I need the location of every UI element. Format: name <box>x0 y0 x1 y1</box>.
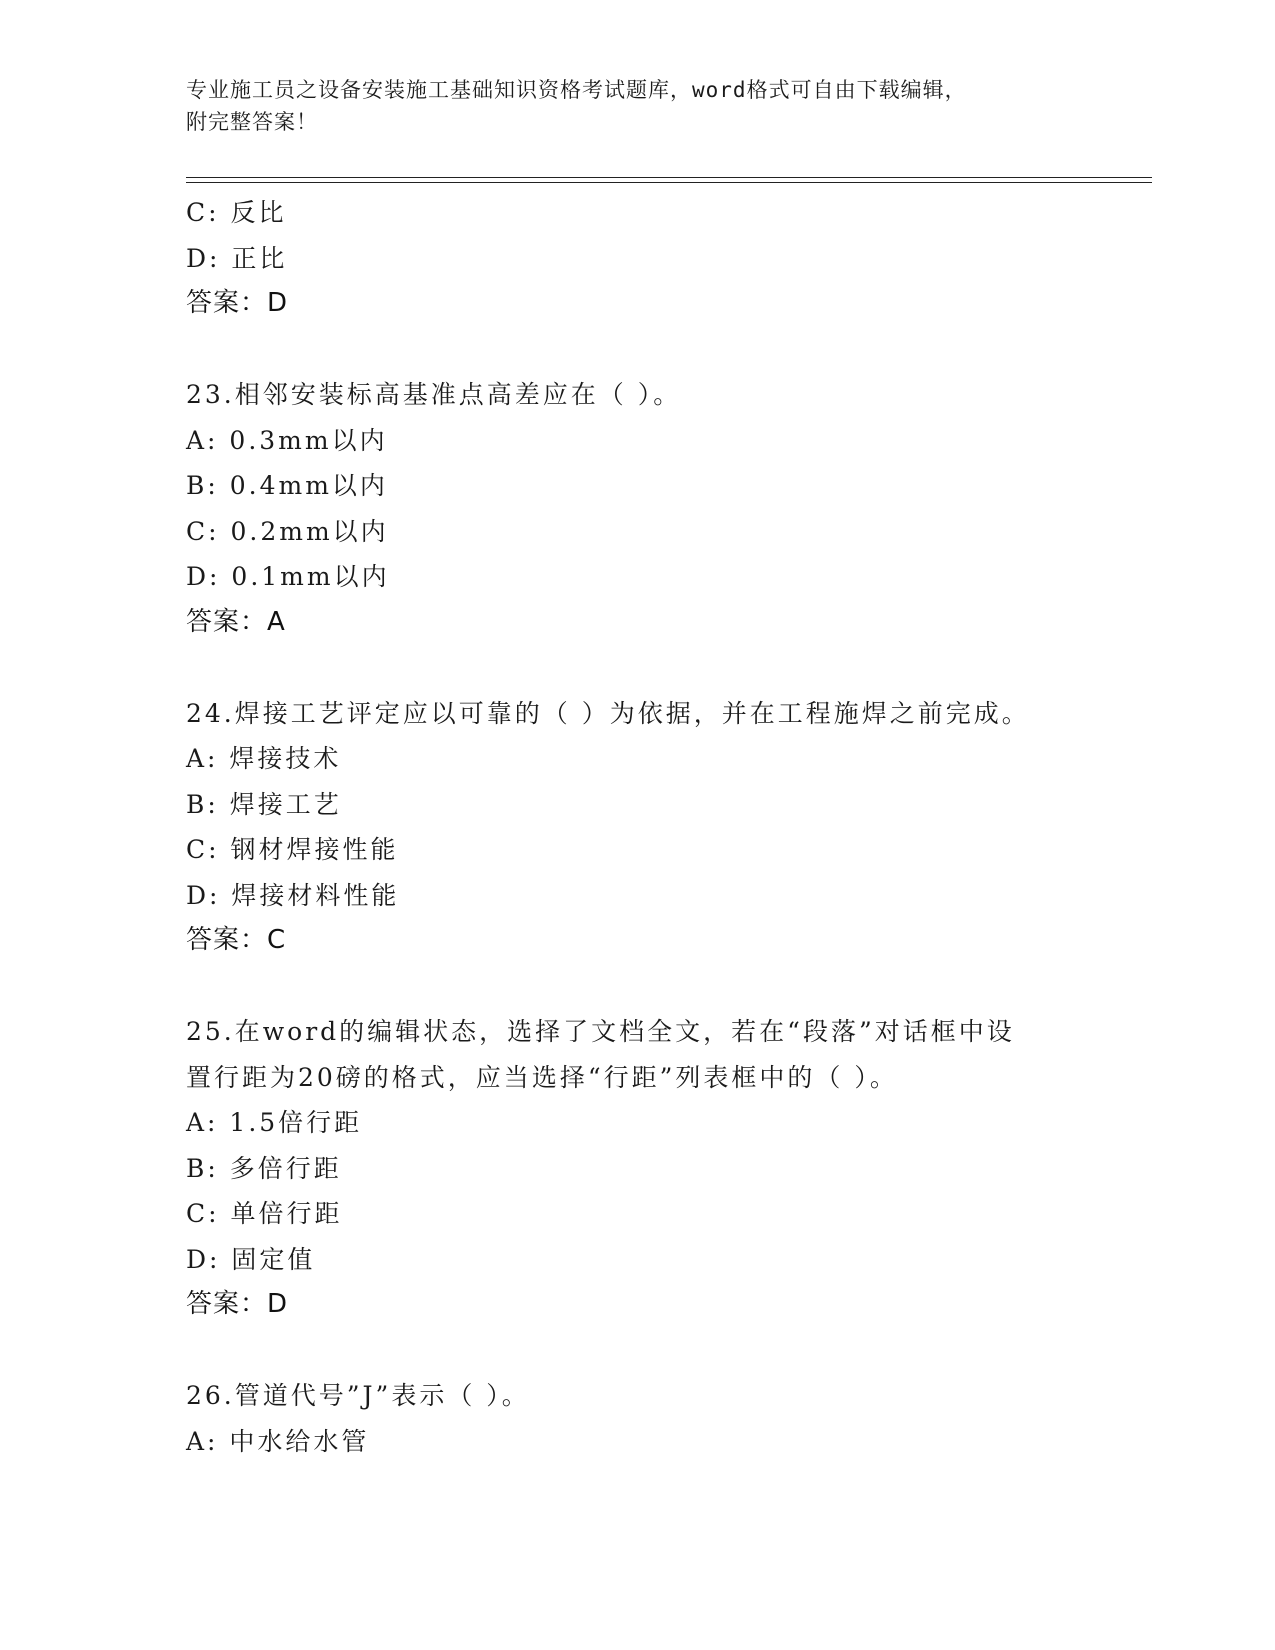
q23-option-b: B: 0.4mm以内 <box>186 471 388 500</box>
q25-option-d: D: 固定值 <box>186 1244 316 1274</box>
q23-answer: 答案：A <box>186 606 286 637</box>
header-divider-bottom <box>186 182 1152 183</box>
q24-option-b: B: 焊接工艺 <box>186 789 342 819</box>
q25-option-b: B: 多倍行距 <box>186 1153 342 1183</box>
header-divider-top <box>186 177 1152 178</box>
q24-option-d: D: 焊接材料性能 <box>186 880 400 910</box>
q25-option-c: C: 单倍行距 <box>186 1199 343 1228</box>
question-list <box>186 190 1146 1464</box>
document-header <box>186 74 1066 138</box>
q24-option-c: C: 钢材焊接性能 <box>186 835 399 864</box>
q26-option-a: A: 中水给水管 <box>186 1426 370 1456</box>
q22-option-c: C: 反比 <box>186 198 287 227</box>
q23-question: 23.相邻安装标高基准点高差应在（ ）。 <box>186 380 682 409</box>
q24-question: 24.焊接工艺评定应以可靠的（ ）为依据，并在工程施焊之前完成。 <box>186 698 1030 728</box>
q24-option-a: A: 焊接技术 <box>186 744 342 773</box>
q25-question-line-1: 25.在word的编辑状态，选择了文档全文，若在“段落”对话框中设 <box>186 1017 1015 1046</box>
spacer <box>186 645 1146 691</box>
header-line-2: 附完整答案！ <box>186 110 318 134</box>
q22-answer: 答案：D <box>186 288 289 318</box>
q25-question-line-2: 置行距为20磅的格式，应当选择“行距”列表框中的（ ）。 <box>186 1062 898 1092</box>
q23-option-d: D: 0.1mm以内 <box>186 562 390 591</box>
q23-option-a: A: 0.3mm以内 <box>186 425 388 455</box>
q22-option-d: D: 正比 <box>186 243 288 273</box>
q24-answer: 答案：C <box>186 925 287 955</box>
q23-option-c: C: 0.2mm以内 <box>186 516 389 546</box>
q25-answer: 答案：D <box>186 1289 289 1319</box>
spacer <box>186 327 1146 373</box>
q26-question: 26.管道代号”J”表示（ ）。 <box>186 1381 530 1410</box>
spacer <box>186 1328 1146 1374</box>
header-line-1: 专业施工员之设备安装施工基础知识资格考试题库，word格式可自由下载编辑， <box>186 78 967 102</box>
spacer <box>186 964 1146 1010</box>
q25-option-a: A: 1.5倍行距 <box>186 1108 363 1137</box>
